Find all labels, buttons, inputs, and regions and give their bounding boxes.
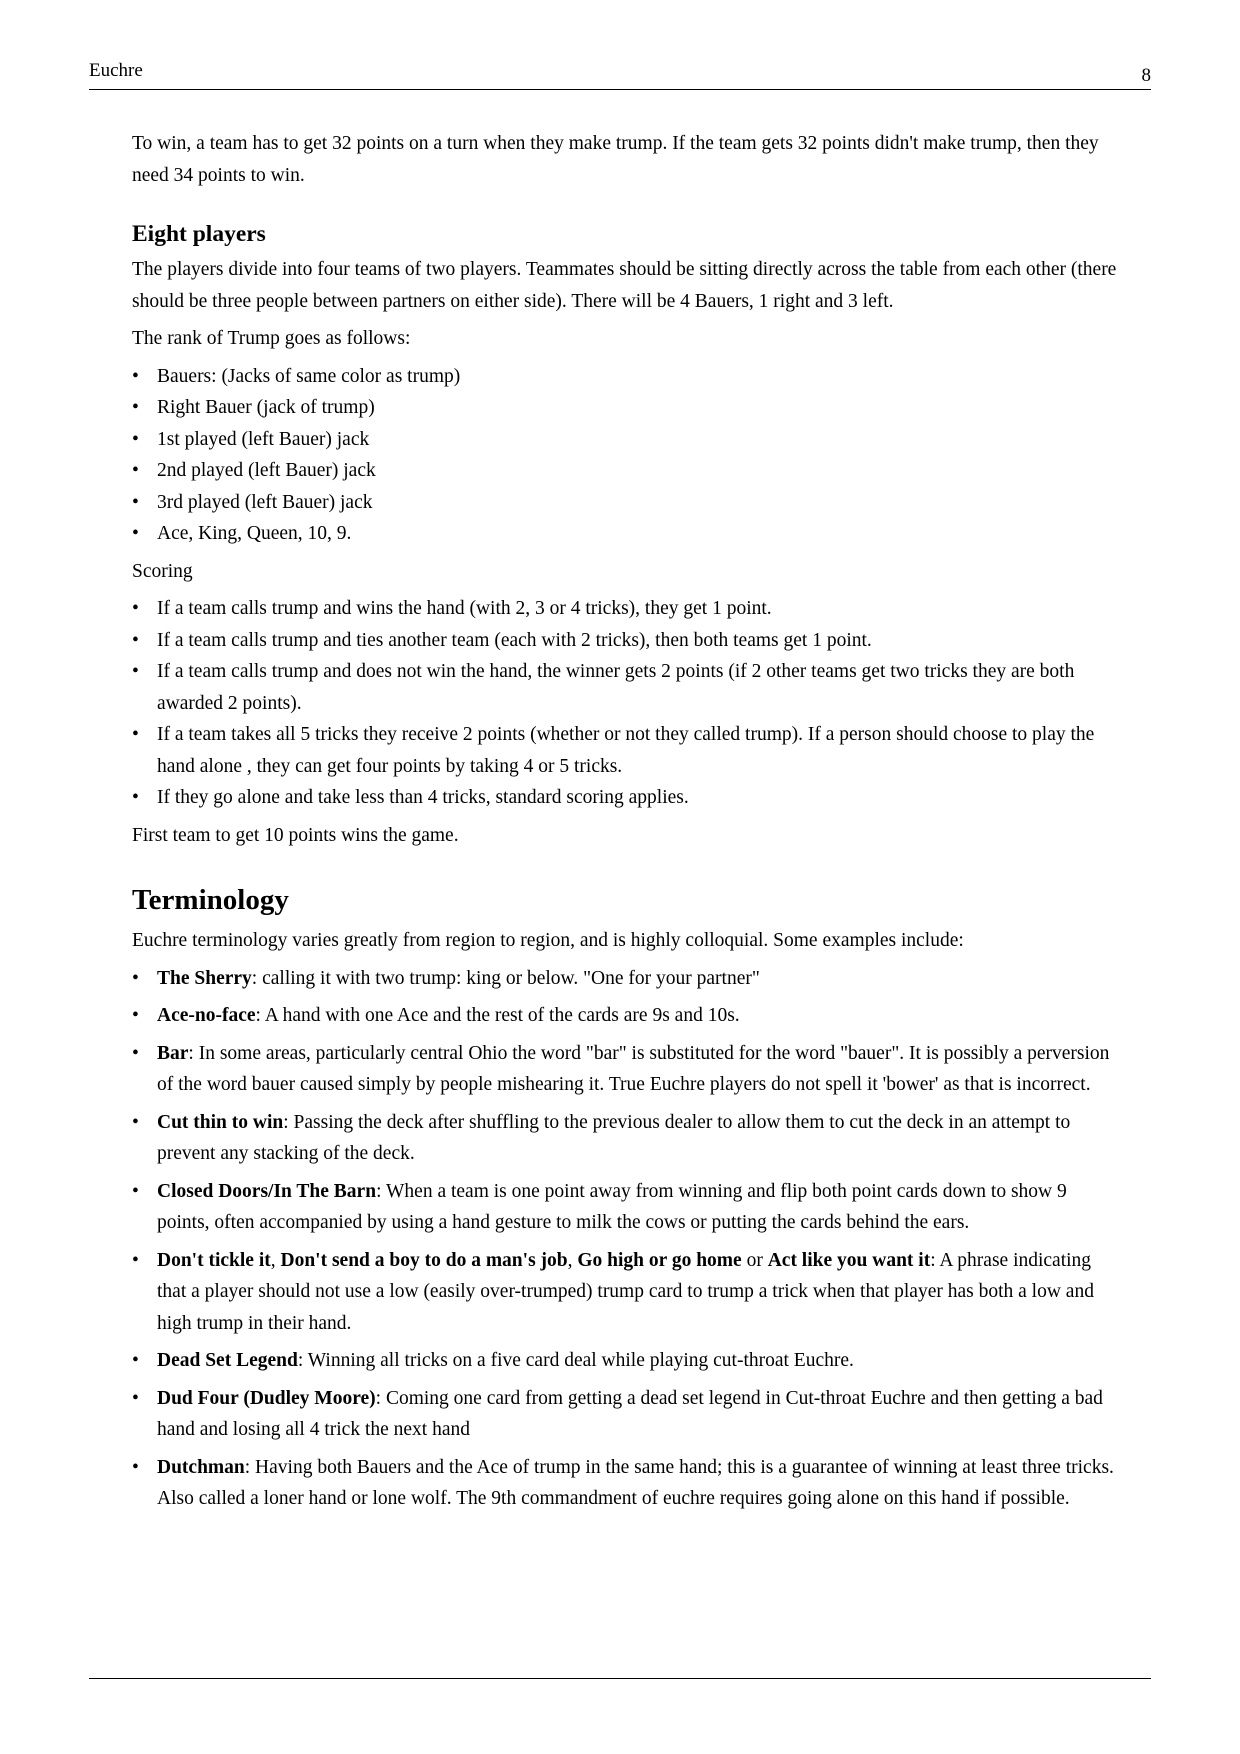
list-item: • 2nd played (left Bauer) jack [132, 455, 1122, 487]
section-heading-eight-players: Eight players [132, 221, 266, 247]
page-header [89, 60, 1151, 90]
term-definition: : A hand with one Ace and the rest of the cards are 9s and 10s. [255, 1005, 740, 1026]
term-name: Bar [157, 1042, 189, 1064]
rank-intro: The rank of Trump goes as follows: [132, 328, 411, 349]
scoring-label: Scoring [132, 560, 193, 582]
list-item: • 3rd played (left Bauer) jack [132, 487, 1122, 519]
list-item: • If a team takes all 5 tricks they receive 2 points (whether or not they called trump). If a person should choose to play the hand alone , they can get four points by taking 4 or 5 tricks. [132, 719, 1122, 782]
term-definition: : calling it with two trump: king or below. "One for your partner" [251, 967, 760, 989]
term-name: Don't send a boy to do a man's job [280, 1249, 568, 1271]
page-body [132, 128, 1122, 1521]
term-separator: , [270, 1249, 281, 1271]
term-item [132, 1038, 1122, 1101]
running-title: Euchre [89, 60, 143, 81]
term-name: Dutchman [157, 1456, 245, 1478]
footer-rule [89, 1678, 1151, 1679]
term-item [132, 1345, 1122, 1377]
trump-rank-list [132, 361, 1122, 550]
term-separator: or [741, 1249, 768, 1271]
term-definition: : A phrase indicating that a player should not use a low (easily over-trumped) trump card to trump a trick when that player has both a low and high trump in their hand. [157, 1249, 1094, 1334]
term-definition: : When a team is one point away from winning and flip both point cards down to show 9 points, often accompanied by using a hand gesture to milk the cows or putting the cards behind the ears. [157, 1180, 1067, 1233]
list-item: • If a team calls trump and ties another team (each with 2 tricks), then both teams get 1 point. [132, 625, 1122, 657]
term-name: Cut thin to win [157, 1111, 284, 1133]
term-item [132, 963, 1122, 995]
term-definition: : Passing the deck after shuffling to the previous dealer to allow them to cut the deck in an attempt to prevent any stacking of the deck. [157, 1111, 1071, 1164]
term-name: Closed Doors/In The Barn [157, 1180, 377, 1202]
term-definition: : Winning all tricks on a five card deal while playing cut-throat Euchre. [297, 1350, 854, 1371]
term-item [132, 1383, 1122, 1446]
term-name: Dud Four (Dudley Moore) [157, 1387, 376, 1409]
list-item: • If they go alone and take less than 4 tricks, standard scoring applies. [132, 782, 1122, 814]
term-name: Ace-no-face [157, 1005, 256, 1026]
list-item: • Ace, King, Queen, 10, 9. [132, 518, 1122, 550]
section-heading-terminology: Terminology [132, 884, 289, 916]
terminology-list [132, 963, 1122, 1515]
term-item [132, 1452, 1122, 1515]
term-name: Dead Set Legend [157, 1350, 298, 1371]
term-definition: : Having both Bauers and the Ace of trump in the same hand; this is a guarantee of winning at least three tricks. Also called a loner hand or lone wolf. The 9th commandment of euchre requires going alone on this hand if possible. [157, 1456, 1114, 1509]
closing-paragraph: First team to get 10 points wins the game. [132, 824, 459, 846]
list-item: • 1st played (left Bauer) jack [132, 424, 1122, 456]
term-separator: , [567, 1249, 578, 1271]
terminology-intro: Euchre terminology varies greatly from region to region, and is highly colloquial. Some examples include: [132, 930, 964, 951]
list-item: • Right Bauer (jack of trump) [132, 392, 1122, 424]
term-name: Go high or go home [577, 1249, 742, 1271]
term-name: Don't tickle it [157, 1249, 271, 1271]
intro-paragraph: To win, a team has to get 32 points on a turn when they make trump. If the team gets 32 points didn't make trump, then they need 34 points to win. [132, 133, 1099, 186]
term-item [132, 1245, 1122, 1340]
page-number: 8 [1141, 65, 1151, 86]
term-definition: : In some areas, particularly central Ohio the word "bar" is substituted for the word "bauer". It is possibly a perversion of the word bauer caused simply by people mishearing it. True Euchre players do not spell it 'bower' as that is incorrect. [157, 1042, 1110, 1095]
term-item [132, 1176, 1122, 1239]
term-item [132, 1107, 1122, 1170]
eight-players-paragraph: The players divide into four teams of two players. Teammates should be sitting directly across the table from each other (there should be three people between partners on either side). There will be 4 Bauers, 1 right and 3 left. [132, 259, 1117, 312]
term-item [132, 1000, 1122, 1032]
term-definition: : Coming one card from getting a dead set legend in Cut-throat Euchre and then getting a bad hand and losing all 4 trick the next hand [157, 1387, 1103, 1440]
scoring-list [132, 593, 1122, 814]
list-item: • If a team calls trump and wins the hand (with 2, 3 or 4 tricks), they get 1 point. [132, 593, 1122, 625]
list-item: • If a team calls trump and does not win the hand, the winner gets 2 points (if 2 other teams get two tricks they are both awarded 2 points). [132, 656, 1122, 719]
term-name: Act like you want it [767, 1249, 931, 1271]
list-item: • Bauers: (Jacks of same color as trump) [132, 361, 1122, 393]
term-name: The Sherry [157, 967, 252, 989]
